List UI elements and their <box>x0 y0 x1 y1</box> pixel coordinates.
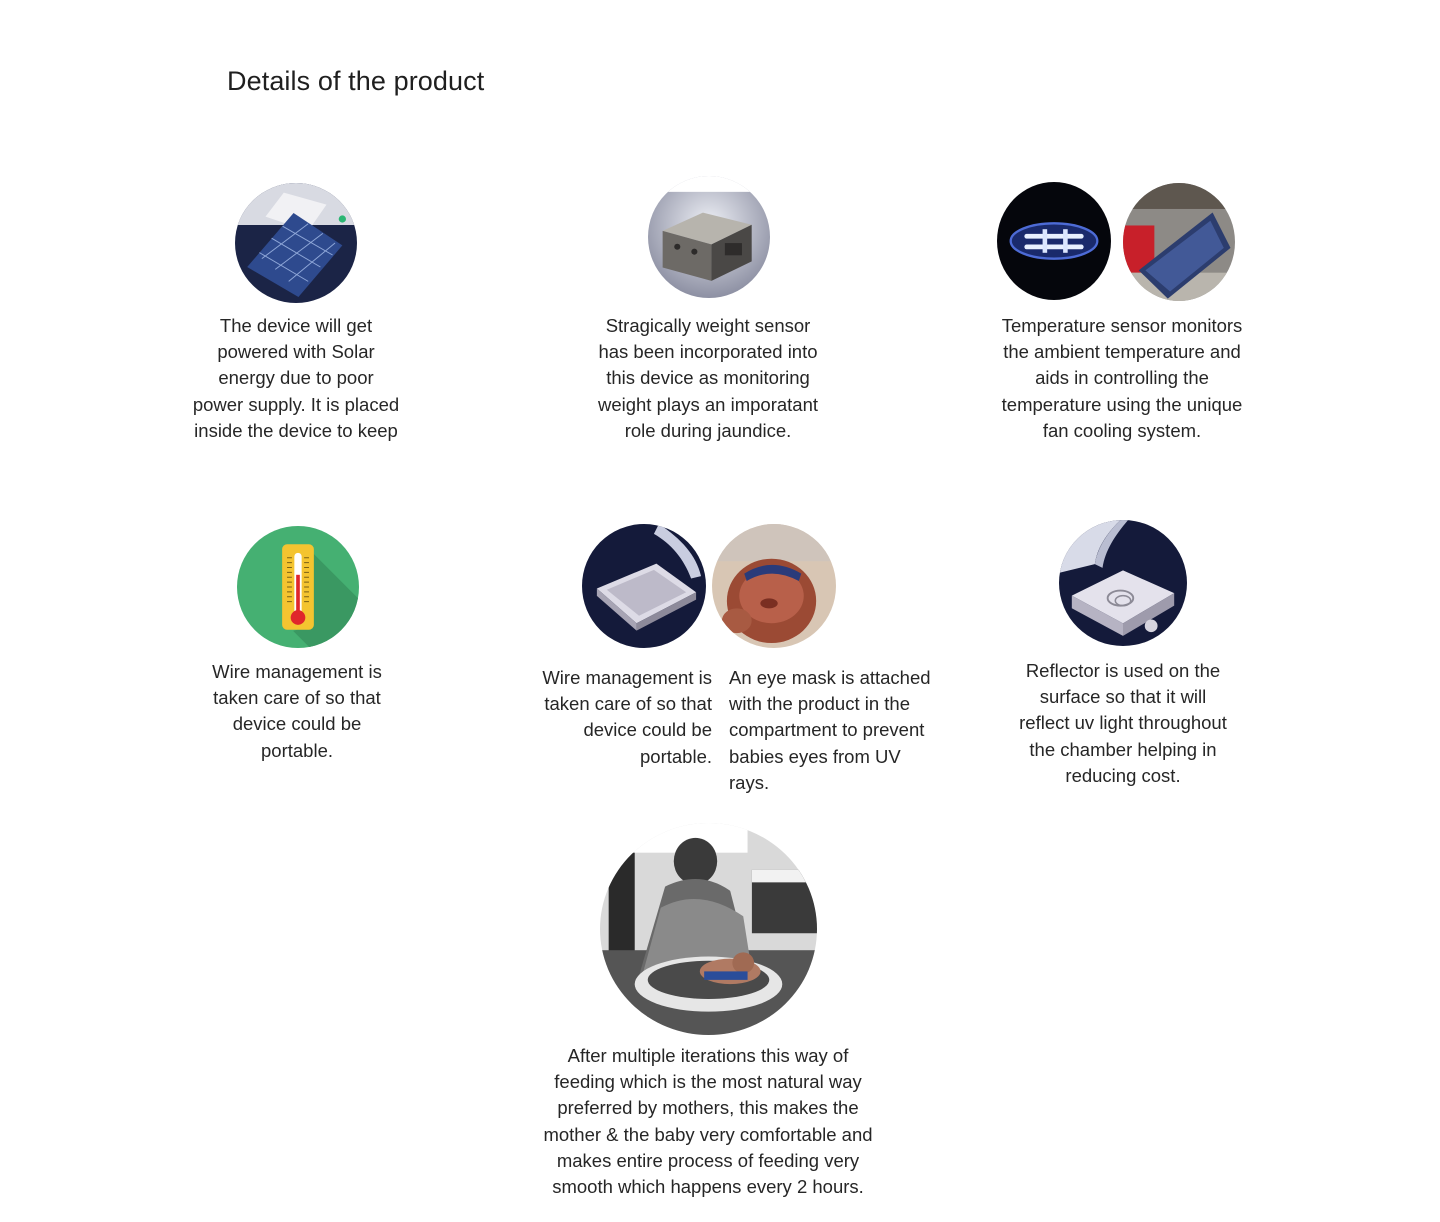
caption-line: powered with Solar <box>217 341 375 363</box>
caption-line: with the product in the <box>729 693 910 715</box>
solar-caption <box>176 313 416 444</box>
reflector-icon <box>1059 520 1187 646</box>
temperature-caption <box>987 313 1257 444</box>
caption-line: portable. <box>640 745 712 767</box>
caption-line: An eye mask is attached <box>729 667 931 688</box>
caption-line: Wire management is <box>542 667 712 688</box>
feeding-caption <box>523 1043 893 1200</box>
caption-line: taken care of so that <box>544 693 712 715</box>
caption-line: surface so that it will <box>1039 686 1207 708</box>
caption-line: reducing cost. <box>1065 764 1181 786</box>
wire-compartment-icon <box>582 524 706 648</box>
caption-line: temperature using the unique <box>1001 393 1243 415</box>
mother-feeding-icon <box>600 823 817 1035</box>
caption-line: this device as monitoring <box>606 367 810 389</box>
page-title: Details of the product <box>227 66 485 96</box>
caption-line: After multiple iterations this way of <box>567 1045 849 1066</box>
caption-line: inside the device to keep <box>194 419 398 441</box>
caption-line: mother & the baby very comfortable and <box>543 1123 873 1145</box>
flexible-panel-icon <box>1123 183 1235 301</box>
caption-line: has been incorporated into <box>598 341 818 363</box>
baby-eye-mask-icon <box>712 524 836 648</box>
caption-line: device could be <box>232 713 362 735</box>
caption-line: the chamber helping in <box>1029 738 1217 760</box>
caption-line: energy due to poor <box>218 367 374 389</box>
caption-line: Temperature sensor monitors <box>1001 315 1243 336</box>
caption-line: reflect uv light throughout <box>1019 712 1227 734</box>
thermometer-caption <box>186 659 408 764</box>
caption-line: Reflector is used on the <box>1025 660 1221 681</box>
wire-caption <box>512 665 712 770</box>
caption-line: aids in controlling the <box>1035 367 1209 389</box>
caption-line: Stragically weight sensor <box>605 315 811 336</box>
caption-line: power supply. It is placed <box>192 393 400 415</box>
caption-line: The device will get <box>219 315 373 336</box>
reflector-caption <box>998 658 1248 789</box>
caption-line: compartment to prevent <box>729 719 925 741</box>
caption-line: role during jaundice. <box>624 419 792 441</box>
weight-sensor-icon <box>648 176 770 298</box>
caption-line: makes entire process of feeding very <box>556 1149 860 1171</box>
caption-line: feeding which is the most natural way <box>554 1071 862 1093</box>
caption-line: the ambient temperature and <box>1003 341 1241 363</box>
caption-line: rays. <box>729 771 770 793</box>
caption-line: device could be <box>583 719 712 741</box>
thermometer-icon <box>237 526 359 648</box>
caption-line: portable. <box>261 739 333 761</box>
caption-line: preferred by mothers, this makes the <box>557 1097 859 1119</box>
solar-panel-icon <box>235 183 357 303</box>
caption-line: fan cooling system. <box>1042 419 1202 441</box>
eyemask-caption <box>729 665 959 796</box>
caption-line: taken care of so that <box>213 687 381 709</box>
uv-light-icon <box>997 182 1111 300</box>
caption-line: babies eyes from UV <box>729 745 901 767</box>
caption-line: weight plays an imporatant <box>597 393 819 415</box>
weight-caption <box>578 313 838 444</box>
caption-line: smooth which happens every 2 hours. <box>552 1176 864 1198</box>
caption-line: Wire management is <box>212 661 382 682</box>
